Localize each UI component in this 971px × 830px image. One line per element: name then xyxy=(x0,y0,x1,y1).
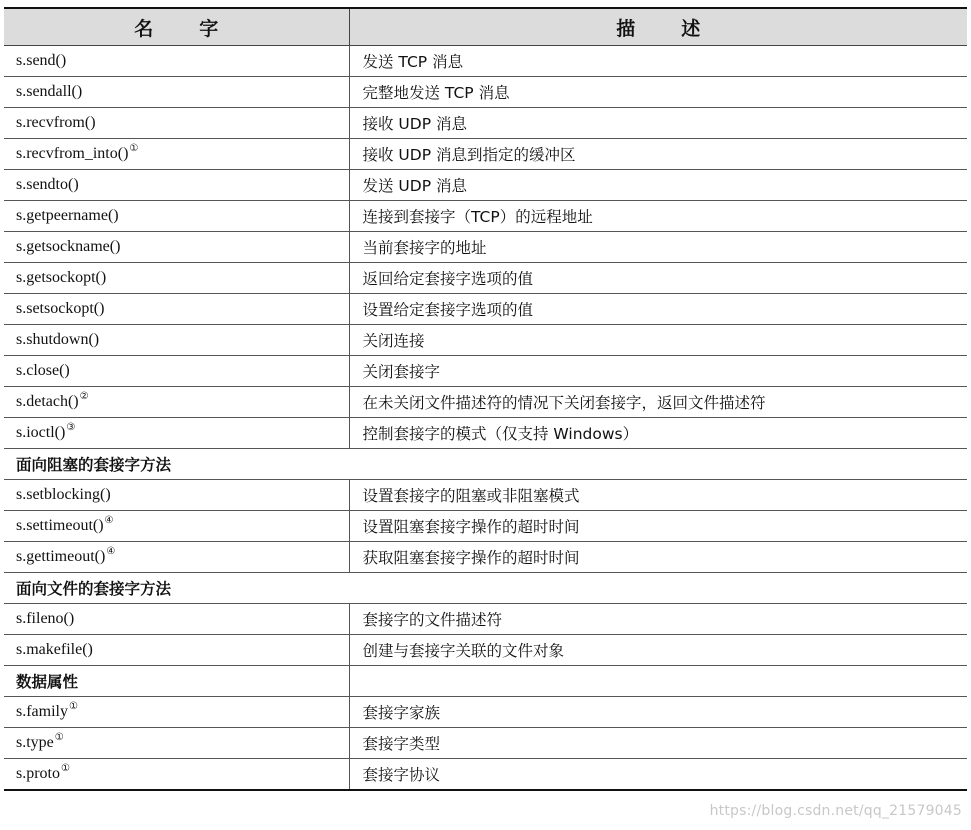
method-description: 发送 UDP 消息 xyxy=(349,170,967,201)
method-name: s.ioctl() xyxy=(16,424,66,441)
table-row xyxy=(4,418,967,449)
method-name: s.getsockname() xyxy=(16,238,121,255)
method-name-cell xyxy=(4,356,349,387)
method-name-cell xyxy=(4,201,349,232)
method-name: s.getsockopt() xyxy=(16,269,107,286)
method-name: s.recvfrom_into() xyxy=(16,145,129,162)
method-name-cell xyxy=(4,418,349,449)
method-description: 设置套接字的阻塞或非阻塞模式 xyxy=(349,480,967,511)
header-desc-char-2: 述 xyxy=(681,17,701,40)
table-row xyxy=(4,170,967,201)
footnote-marker: ① xyxy=(54,732,64,743)
method-name-cell xyxy=(4,697,349,728)
table-row xyxy=(4,108,967,139)
method-name: s.gettimeout() xyxy=(16,548,106,565)
method-name-cell xyxy=(4,294,349,325)
method-name: s.setsockopt() xyxy=(16,300,105,317)
footnote-marker: ① xyxy=(61,763,70,774)
footnote-marker: ④ xyxy=(106,546,116,557)
method-description: 套接字家族 xyxy=(349,697,967,728)
socket-methods-table xyxy=(4,7,967,791)
method-name-cell xyxy=(4,108,349,139)
table-row xyxy=(4,480,967,511)
method-name: s.sendall() xyxy=(16,83,83,100)
method-name-cell xyxy=(4,542,349,573)
method-description: 套接字协议 xyxy=(349,759,967,791)
method-name: s.recvfrom() xyxy=(16,114,96,131)
footnote-marker: ① xyxy=(69,701,78,712)
method-description: 控制套接字的模式（仅支持 Windows） xyxy=(349,418,967,449)
section-header-row xyxy=(4,666,967,697)
method-description: 套接字类型 xyxy=(349,728,967,759)
section-header-row xyxy=(4,449,967,480)
table-row xyxy=(4,759,967,791)
method-name-cell xyxy=(4,170,349,201)
method-description: 在未关闭文件描述符的情况下关闭套接字，返回文件描述符 xyxy=(349,387,967,418)
method-name-cell xyxy=(4,139,349,170)
header-description-column xyxy=(349,8,967,46)
header-name-char-2: 字 xyxy=(199,17,219,40)
method-name: s.fileno() xyxy=(16,610,75,627)
table-row xyxy=(4,294,967,325)
method-description: 完整地发送 TCP 消息 xyxy=(349,77,967,108)
method-name: s.sendto() xyxy=(16,176,79,193)
table-row xyxy=(4,77,967,108)
method-description: 设置给定套接字选项的值 xyxy=(349,294,967,325)
table-row xyxy=(4,325,967,356)
method-name-cell xyxy=(4,232,349,263)
table-row xyxy=(4,635,967,666)
footnote-marker: ① xyxy=(129,143,139,154)
table-header-row xyxy=(4,8,967,46)
section-title: 数据属性 xyxy=(4,666,349,697)
method-description: 当前套接字的地址 xyxy=(349,232,967,263)
method-name: s.setblocking() xyxy=(16,486,111,503)
method-name-cell xyxy=(4,759,349,791)
table-row xyxy=(4,387,967,418)
footnote-marker: ③ xyxy=(66,422,76,433)
header-desc-char-1: 描 xyxy=(616,17,636,40)
method-name-cell xyxy=(4,387,349,418)
watermark-url: https://blog.csdn.net/qq_21579045 xyxy=(709,803,962,819)
method-name-cell xyxy=(4,263,349,294)
method-name: s.proto xyxy=(16,765,60,782)
section-title: 面向阻塞的套接字方法 xyxy=(4,449,967,480)
method-name-cell xyxy=(4,635,349,666)
method-name: s.getpeername() xyxy=(16,207,119,224)
method-name-cell xyxy=(4,46,349,77)
method-name-cell xyxy=(4,77,349,108)
header-name-char-1: 名 xyxy=(134,17,154,40)
method-name: s.shutdown() xyxy=(16,331,100,348)
method-name: s.family xyxy=(16,703,68,720)
method-description: 关闭套接字 xyxy=(349,356,967,387)
method-description: 接收 UDP 消息 xyxy=(349,108,967,139)
method-name-cell xyxy=(4,604,349,635)
table-row xyxy=(4,46,967,77)
method-description: 关闭连接 xyxy=(349,325,967,356)
method-description: 创建与套接字关联的文件对象 xyxy=(349,635,967,666)
method-description: 获取阻塞套接字操作的超时时间 xyxy=(349,542,967,573)
table-row xyxy=(4,139,967,170)
table-row xyxy=(4,542,967,573)
method-name: s.type xyxy=(16,734,54,751)
method-description: 套接字的文件描述符 xyxy=(349,604,967,635)
method-name: s.settimeout() xyxy=(16,517,104,534)
method-name: s.send() xyxy=(16,52,67,69)
table-row xyxy=(4,201,967,232)
method-name: s.close() xyxy=(16,362,70,379)
table-row xyxy=(4,356,967,387)
section-empty-cell xyxy=(349,666,967,697)
method-description: 发送 TCP 消息 xyxy=(349,46,967,77)
method-description: 接收 UDP 消息到指定的缓冲区 xyxy=(349,139,967,170)
method-name-cell xyxy=(4,728,349,759)
table-row xyxy=(4,263,967,294)
section-title: 面向文件的套接字方法 xyxy=(4,573,967,604)
method-name: s.detach() xyxy=(16,393,79,410)
method-name-cell xyxy=(4,511,349,542)
table-row xyxy=(4,728,967,759)
method-description: 连接到套接字（TCP）的远程地址 xyxy=(349,201,967,232)
table-row xyxy=(4,511,967,542)
footnote-marker: ④ xyxy=(104,515,114,526)
table-row xyxy=(4,604,967,635)
footnote-marker: ② xyxy=(79,391,89,402)
method-description: 返回给定套接字选项的值 xyxy=(349,263,967,294)
method-name-cell xyxy=(4,480,349,511)
header-name-column xyxy=(4,8,349,46)
method-description: 设置阻塞套接字操作的超时时间 xyxy=(349,511,967,542)
method-name-cell xyxy=(4,325,349,356)
section-header-row xyxy=(4,573,967,604)
table-row xyxy=(4,232,967,263)
table-row xyxy=(4,697,967,728)
method-name: s.makefile() xyxy=(16,641,93,658)
